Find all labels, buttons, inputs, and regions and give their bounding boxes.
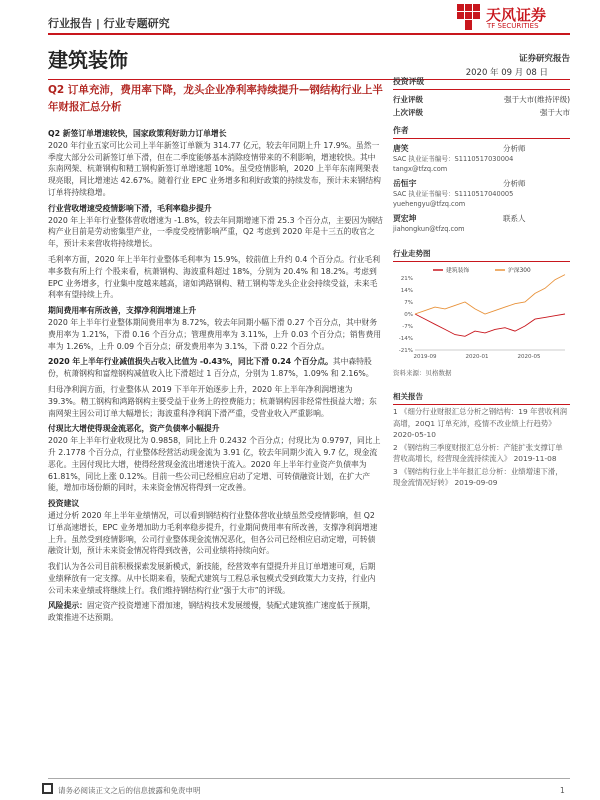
section-text: 我们认为各公司目前积极探索发展新模式，新技能，经营效率有望提升并且订单增速可观，后期业绩释放有一定支撑。从中长期来看，装配式建筑与工程总承包模式受到政策大力支持，行业内公司未来业绩或将继续上行。我们维持钢结构行业“强于大市”的评级。 (48, 562, 376, 595)
rating-value: 强于大市(维持评级) (504, 95, 570, 104)
chart-title: 行业走势图 (393, 248, 570, 262)
logo-text-en: TF SECURITIES (487, 22, 539, 30)
section-text: 2020 年上半年行业收现比为 0.9858，同比上升 0.2432 个百分点；付现比为 0.9797，同比上升 2.1778 个百分点，行业整体经营活动现金流为 3.91 亿，较去年同期少流入 9.7 亿，现金流恶化。主因付现比大增，使得经营现金流出增速快于流入。2020 年上半年行业资产负债率为 61.81%，同比上涨 0.12%。目前一些公司已经相应启动了定增、可转债融资计划，在扩大产能，增加市场份额的同时，未来资金情况将得到一定改善。 (48, 436, 381, 493)
headline: Q2 订单充沛，费用率下降，龙头企业净利率持续提升—钢结构行业上半年财报汇总分析 (48, 84, 383, 113)
y-tick-label: 21% (400, 276, 413, 282)
analyst-block (393, 213, 570, 234)
section-paragraph (48, 498, 383, 557)
series-line-0 (415, 314, 565, 336)
section-paragraph (48, 128, 383, 199)
section-heading: 2020 年上半年行业减值损失占收入比值为 -0.43%，同比下滑 0.24 个百分点。 (48, 357, 333, 367)
analyst-email[interactable]: tangx@tfzq.com (393, 165, 448, 173)
qr-code-icon (42, 783, 53, 794)
y-tick-label: 14% (400, 288, 413, 294)
section-paragraph (48, 384, 383, 419)
rating-value: 强于大市 (540, 108, 570, 117)
y-tick-label: -7% (402, 324, 413, 330)
rating-title: 投资评级 (393, 76, 570, 90)
section-paragraph (48, 600, 383, 624)
tf-logo-icon (455, 2, 483, 32)
related-item[interactable]: 2 《钢结构三季度财报汇总分析：产能扩张支撑订单营收高增长，经营现金流持续流入》 2019-11-08 (393, 442, 563, 463)
analyst-role: 联系人 (503, 214, 526, 223)
logo-text-cn: 天风证券 (486, 6, 547, 24)
section-heading: 付现比大增使得现金流恶化，资产负债率小幅提升 (48, 424, 220, 434)
section-paragraph (48, 356, 383, 380)
section-text: 通过分析 2020 年上半年业绩情况，可以看到钢结构行业整体营收业绩虽然受疫情影响，但 Q2 订单高速增长，EPC 业务增加助力毛利率稳步提升，行业期间费用率有所改善，支撑净利润增速上升。虽然受到疫情影响，公司行业整体现金流情况恶化，但各公司已经相应启动定增，可转债融资计划，预计未来资金情况将得到改善，公司业绩将持续向好。 (48, 510, 378, 556)
chart-source: 资料来源：贝格数据 (393, 369, 452, 377)
trend-chart-svg (393, 264, 570, 364)
analyst-role: 分析师 (503, 144, 526, 153)
section-heading: 风险提示： (48, 601, 87, 611)
related-title: 相关报告 (393, 391, 570, 405)
page-number: 1 (560, 786, 565, 795)
analyst-role: 分析师 (503, 179, 526, 188)
analyst-name: 贾宏坤 (393, 214, 417, 223)
analyst-email[interactable]: jiahongkun@tfzq.com (393, 225, 465, 233)
analyst-email[interactable]: yuehengyu@tfzq.com (393, 200, 466, 208)
rating-label: 上次评级 (393, 108, 423, 117)
author-title: 作者 (393, 125, 570, 139)
related-reports (393, 391, 570, 489)
sector-title: 建筑装饰 (48, 48, 128, 72)
footer-disclaimer: 请务必阅读正文之后的信息披露和免责申明 (58, 786, 201, 795)
rating-row (393, 93, 570, 106)
series-line-1 (415, 275, 565, 314)
report-label: 证券研究报告 (518, 54, 570, 64)
section-paragraph (48, 423, 383, 494)
section-text: 毛利率方面，2020 年上半年行业整体毛利率为 15.9%，较前值上升约 0.4 个百分点。行业毛利率多数有所上行 个股来看，杭萧钢构、海波重科超过 18%，分别为 20.4% 和 18.2%。考虑到 EPC 业务增多，行业集中度越来越高，诸如鸿路钢构、精工钢构等龙头企业会持续受益，未来毛利率有望持续上升。 (48, 254, 381, 300)
trend-chart (393, 264, 570, 366)
x-tick-label: 2019-09 (413, 354, 437, 360)
section-heading: 行业营收增速受疫情影响下滑，毛利率稳步提升 (48, 203, 212, 213)
section-text: 归母净利润方面，行业整体从 2019 下半年开始逐步上升，2020 年上半年净利润增速为 39.3%。精工钢构和鸿路钢构主要受益于业务上的控费能力；杭萧钢构因非经常性损益大增；东南网架主因公司订单大幅增长；海波重科净利润下滑严重，受营业收入严重影响。 (48, 384, 377, 418)
section-heading: 投资建议 (48, 499, 80, 509)
sidebar (393, 76, 570, 489)
header-divider (48, 33, 570, 35)
legend-label: 沪深300 (508, 268, 531, 274)
section-text: 2020 年行业五家可比公司上半年新签订单额为 314.77 亿元，较去年同期上升 17.9%。虽然一季度大部分公司新签订单下滑，但在二季度能够基本消除疫情带来的不利影响，增速较快。其中东南网架、杭萧钢构和精工钢构新签订单增速超 10%。虽受疫情影响，2020 上半年东南网架表现亮眼，同比增速达 42.67%。随着行业 EPC 业务增多和利好政策的持续发布，预计未来钢结构订单将持续稳增。 (48, 140, 381, 197)
rating-row (393, 106, 570, 119)
section-text: 2020 年上半年行业整体期间费用率为 8.72%，较去年同期小幅下滑 0.27 个百分点，其中财务费用率为 1.21%，下滑 0.16 个百分点；管理费用率为 3.11%，上升 0.03 个百分点；销售费用率为 1.26%，上升 0.09 个百分点；研发费用率为 3.1%，下滑 0.22 个百分点。 (48, 317, 382, 351)
section-text: 2020 年上半年行业整体营收增速为 -1.8%，较去年同期增速下滑 25.3 个百分点，主要因为钢结构产业目前是劳动密集型产业，一季度受疫情影响严重，Q2 考虑到 2020 年是十三五的收官之年，预计未来营收将持续增长。 (48, 215, 383, 249)
section-paragraph (48, 305, 383, 352)
y-tick-label: 7% (404, 300, 413, 306)
section-paragraph (48, 254, 383, 301)
analyst-block (393, 178, 570, 209)
report-type: 行业报告 | 行业专题研究 (48, 17, 170, 30)
y-tick-label: -21% (398, 348, 413, 354)
related-item[interactable]: 1 《细分行业财报汇总分析之钢结构：19 年营收利润高增，20Q1 订单充沛，疫情不改业绩上行趋势》 2020-05-10 (393, 407, 568, 439)
main-body (48, 128, 383, 628)
section-paragraph (48, 561, 383, 596)
x-tick-label: 2020-01 (465, 354, 489, 360)
analyst-block (393, 143, 570, 174)
analyst-name: 岳恒宇 (393, 179, 417, 188)
analyst-sac: SAC 执业证书编号：S1110517040005 (393, 190, 514, 198)
related-item[interactable]: 3 《钢结构行业上半年报汇总分析：业绩增速下滑，现金流情况好转》 2019-09-09 (393, 466, 563, 487)
section-text: 固定资产投资增速下滑加速，钢结构技术发展缓慢，装配式建筑推广速度低于预期，政策推进不达预期。 (48, 601, 376, 623)
report-date: 2020 年 09 月 08 日 (465, 68, 548, 78)
x-tick-label: 2020-05 (517, 354, 541, 360)
analyst-name: 唐笑 (393, 144, 409, 153)
section-heading: 期间费用率有所改善，支撑净利润增速上升 (48, 306, 197, 316)
legend-label: 建筑装饰 (446, 268, 470, 274)
footer-divider (48, 778, 570, 779)
rating-label: 行业评级 (393, 95, 423, 104)
y-tick-label: -14% (398, 336, 413, 342)
section-text: 其中森特股份，杭萧钢构和富煌钢构减值收入比下滑超过 1 百分点，分别为 1.87%，1.09% 和 2.16%。 (48, 357, 374, 379)
section-paragraph (48, 203, 383, 250)
section-heading: Q2 新签订单增速较快，国家政策利好助力订单增长 (48, 129, 227, 138)
y-tick-label: 0% (404, 312, 413, 318)
analyst-sac: SAC 执业证书编号：S1110517030004 (393, 155, 514, 163)
